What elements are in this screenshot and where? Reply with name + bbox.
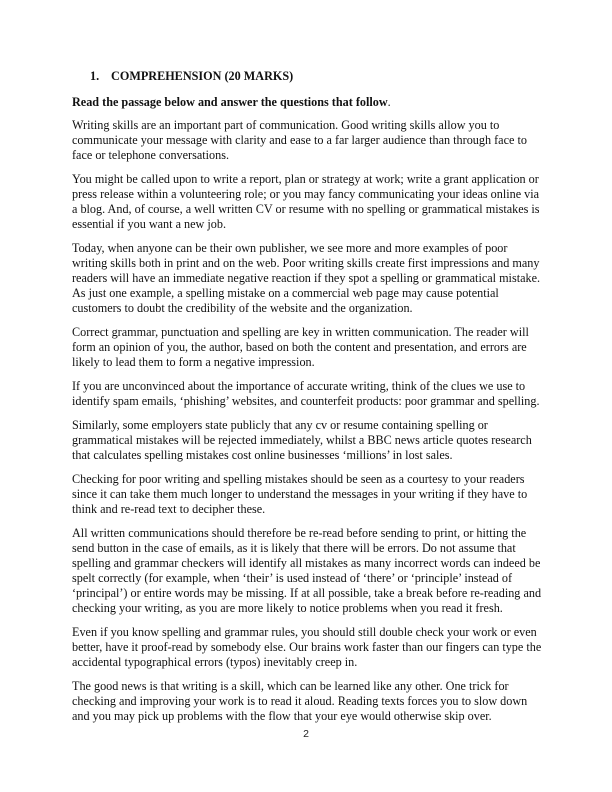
paragraph-line: a blog. And, of course, a well written CV or resume with no spelling or grammatical mistakes is [72,202,540,216]
paragraph-line: All written communications should therefore be re-read before sending to print, or hitting the [72,526,527,540]
paragraph-line: communicate your message with clarity and ease to a far larger audience than through face to [72,133,527,147]
passage-paragraph-5 [72,379,542,409]
paragraph-line: identify spam emails, ‘phishing’ websites, and counterfeit products: poor grammar and spelling. [72,394,540,408]
paragraph-line: press release within a volunteering role; or you may fancy communicating your ideas online via [72,187,540,201]
page-number: 2 [303,728,309,740]
paragraph-line: essential if you want a new job. [72,217,226,231]
passage-paragraph-2 [72,172,542,232]
paragraph-line: checking your writing, as you are more likely to notice problems when you read it fresh. [72,601,503,615]
passage-paragraph-10 [72,679,542,724]
paragraph-line: that calculates spelling mistakes cost online businesses ‘millions’ in lost sales. [72,448,453,462]
passage-paragraph-3 [72,241,542,316]
paragraph-line: likely to lead them to form a negative impression. [72,355,315,369]
paragraph-line: better, have it proof-read by somebody else. Our brains work faster than our fingers can type the [72,640,542,654]
passage-paragraph-6 [72,418,542,463]
paragraph-line: Checking for poor writing and spelling mistakes should be seen as a courtesy to your readers [72,472,525,486]
paragraph-line: since it can take them much longer to understand the messages in your writing if they have to [72,487,528,501]
paragraph-line: Writing skills are an important part of communication. Good writing skills allow you to [72,118,500,132]
instruction-label: Read the passage below and answer the questions that follow [72,95,388,109]
paragraph-line: If you are unconvinced about the importance of accurate writing, think of the clues we use to [72,379,526,393]
passage-paragraph-9 [72,625,542,670]
paragraph-line: send button in the case of emails, as it is likely that there will be errors. Do not assume that [72,541,516,555]
paragraph-line: The good news is that writing is a skill, which can be learned like any other. One trick for [72,679,509,693]
paragraph-line: accidental typographical errors (typos) inevitably creep in. [72,655,358,669]
paragraph-line: form an opinion of you, the author, based on both the content and presentation, and errors are [72,340,527,354]
section-heading [90,69,542,84]
paragraph-line: writing skills both in print and on the web. Poor writing skills create first impressions and many [72,256,540,270]
section-number: 1. [90,69,100,83]
paragraph-line: and you may pick up problems with the flow that your eye would otherwise skip over. [72,709,492,723]
paragraph-line: Similarly, some employers state publicly that any cv or resume containing spelling or [72,418,488,432]
paragraph-line: spelling and grammar checkers will identify all mistakes as many incorrect words can indeed be [72,556,541,570]
document-page [72,69,542,733]
passage-paragraph-4 [72,325,542,370]
instruction-period: . [387,95,391,109]
paragraph-line: spelt correctly (for example, when ‘their’ is used instead of ‘there’ or ‘principle’ instead of [72,571,513,585]
paragraph-line: Even if you know spelling and grammar rules, you should still double check your work or even [72,625,537,639]
paragraph-line: grammatical mistakes will be rejected immediately, whilst a BBC news article quotes research [72,433,532,447]
section-title: COMPREHENSION (20 MARKS) [111,69,294,83]
paragraph-line: think and re-read text to decipher these. [72,502,266,516]
passage-paragraph-8 [72,526,542,616]
passage-paragraph-7 [72,472,542,517]
paragraph-line: You might be called upon to write a report, plan or strategy at work; write a grant application or [72,172,539,186]
paragraph-line: face or telephone conversations. [72,148,230,162]
instruction-text [72,95,542,110]
paragraph-line: readers will have an immediate negative reaction if they spot a spelling or grammatical mistake. [72,271,541,285]
paragraph-line: Today, when anyone can be their own publisher, we see more and more examples of poor [72,241,508,255]
paragraph-line: customers to doubt the credibility of the website and the organization. [72,301,413,315]
paragraph-line: Correct grammar, punctuation and spelling are key in written communication. The reader will [72,325,529,339]
paragraph-line: ‘principal’) or entire words may be missing. If at all possible, take a break before re-reading and [72,586,542,600]
passage-paragraph-1 [72,118,542,163]
paragraph-line: As just one example, a spelling mistake on a commercial web page may cause potential [72,286,499,300]
paragraph-line: checking and improving your work is to read it aloud. Reading texts forces you to slow down [72,694,528,708]
